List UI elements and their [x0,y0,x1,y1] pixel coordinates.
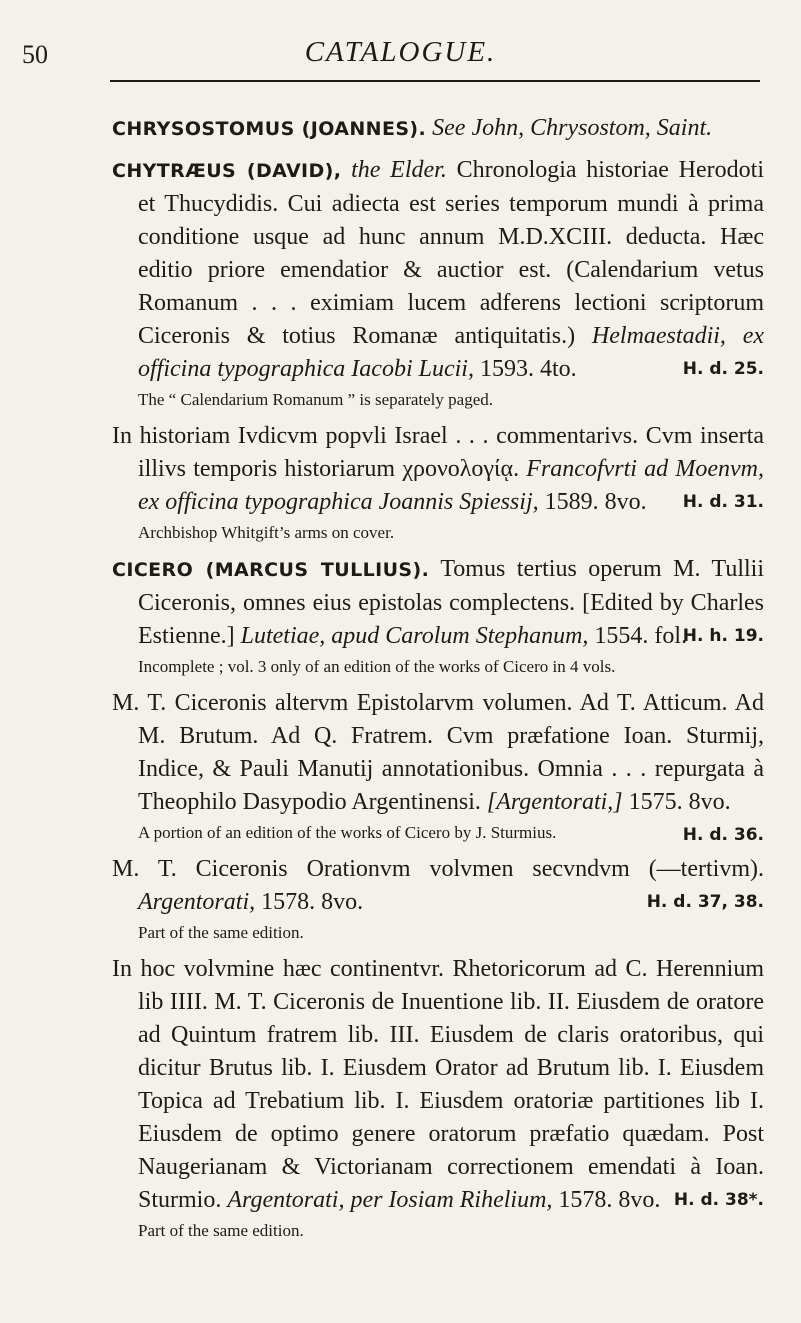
entry-title: Tomus tertius operum M. Tullii Ciceronis, omnes eius epistolas complectens. [Edited by Charles Estienne.] [138,556,765,649]
entry-cicero-orationes [112,853,764,919]
heading-epithet: the Elder. [351,157,447,183]
running-title: CATALOGUE. [304,36,497,68]
imprint: Argentorati, [138,889,256,915]
entry-title: In hoc volvmine hæc continentvr. Rhetoricorum ad C. Herennium lib IIII. M. T. Ciceronis de Inuentione lib. II. Eiusdem de oratore ad Quintum fratrem lib. III. Eiusdem de claris oratoribus, qui dicitur Brutus lib. I. Eiusdem Orator ad Brutum lib. I. Eiusdem Topica ad Trebatium lib. I. Eiusdem oratoriæ partitiones lib I. Eiusdem de optimo genere oratorum præfatio quædam. Post Naugerianam & Victorianam correctionem emendati à Ioan. Sturmio. [112,956,764,1213]
shelfmark: H. d. 37, 38. [646,892,764,912]
cross-reference: John, Chrysostom, Saint. [471,115,713,141]
imprint: Argentorati, per Iosiam Rihelium, [227,1187,553,1213]
entry-note: Part of the same edition. [138,923,304,942]
entry-title: In historiam Ivdicvm popvli Israel . . . commentarivs. Cvm inserta illivs temporis historiarum [112,423,764,482]
header-rule [110,80,760,82]
imprint: [Argentorati,] [486,789,623,815]
entry-note: Incomplete ; vol. 3 only of an edition of the works of Cicero in 4 vols. [138,657,616,676]
entry-title: M. T. Ciceronis Orationvm volvmen secvndvm (—tertivm). [112,856,764,882]
entry-historiam-ivdicvm [112,420,764,519]
catalogue-body [112,112,764,1251]
entry-note: Archbishop Whitgift’s arms on cover. [138,523,395,542]
page-number: 50 [22,40,48,69]
entry-cicero-rhetorica [112,953,764,1217]
shelfmark: H. h. 19. [682,626,764,646]
entry-note: A portion of an edition of the works of Cicero by J. Sturmius. [138,823,557,842]
entry-title: M. T. Ciceronis altervm Epistolarvm volumen. Ad T. Atticum. Ad M. Brutum. Ad Q. Fratrem. Cvm præfatione Ioan. Sturmij, Indice, & Pauli Manutij annotationibus. Omnia . . . repurgata à Theophilo Dasypodio Argentinensi. [112,690,764,815]
shelfmark: H. d. 38*. [673,1190,764,1210]
entry-title: Chronologia historiae Herodoti et Thucydidis. Cui adiecta est series temporum mundi à prima conditione usque ad hunc annum M.D.XCIII. deducta. Hæc editio priore emendatior & auctior est. (Calendarium vetus Romanum . . . eximiam lucem adferens lectioni scriptorum Ciceronis & totius Romanæ antiquitatis.) [138,157,764,349]
date-format: 1554. fol. [594,623,688,649]
entry-heading: CHYTRÆUS (DAVID), [112,160,342,182]
date-format: 1593. 4to. [479,356,577,382]
imprint: Helmaestadii, ex officina typographica Iacobi Lucii, [138,323,764,382]
date-format: 1589. 8vo. [544,489,647,515]
date-format: 1578. 8vo. [261,889,364,915]
entry-chytraeus [112,154,764,386]
entry-chrysostomus [112,112,764,146]
entry-note: The “ Calendarium Romanum ” is separately paged. [138,390,493,409]
greek-word: χρονολογίᾳ. [402,456,520,482]
date-format: 1575. 8vo. [628,789,731,815]
entry-heading: CICERO (MARCUS TULLIUS). [112,559,430,581]
entry-note: Part of the same edition. [138,1221,304,1240]
imprint: Francofvrti ad Moenvm, ex officina typographica Joannis Spiessij, [138,456,765,515]
shelfmark: H. d. 36. [682,825,764,845]
date-format: 1578. 8vo. [558,1187,661,1213]
entry-heading: CHRYSOSTOMUS (JOANNES). [112,118,427,140]
see-label: See [432,115,466,141]
shelfmark: H. d. 31. [682,492,764,512]
entry-cicero-tomus [112,553,764,653]
imprint: Lutetiae, apud Carolum Stephanum, [240,623,589,649]
shelfmark: H. d. 25. [682,359,764,379]
